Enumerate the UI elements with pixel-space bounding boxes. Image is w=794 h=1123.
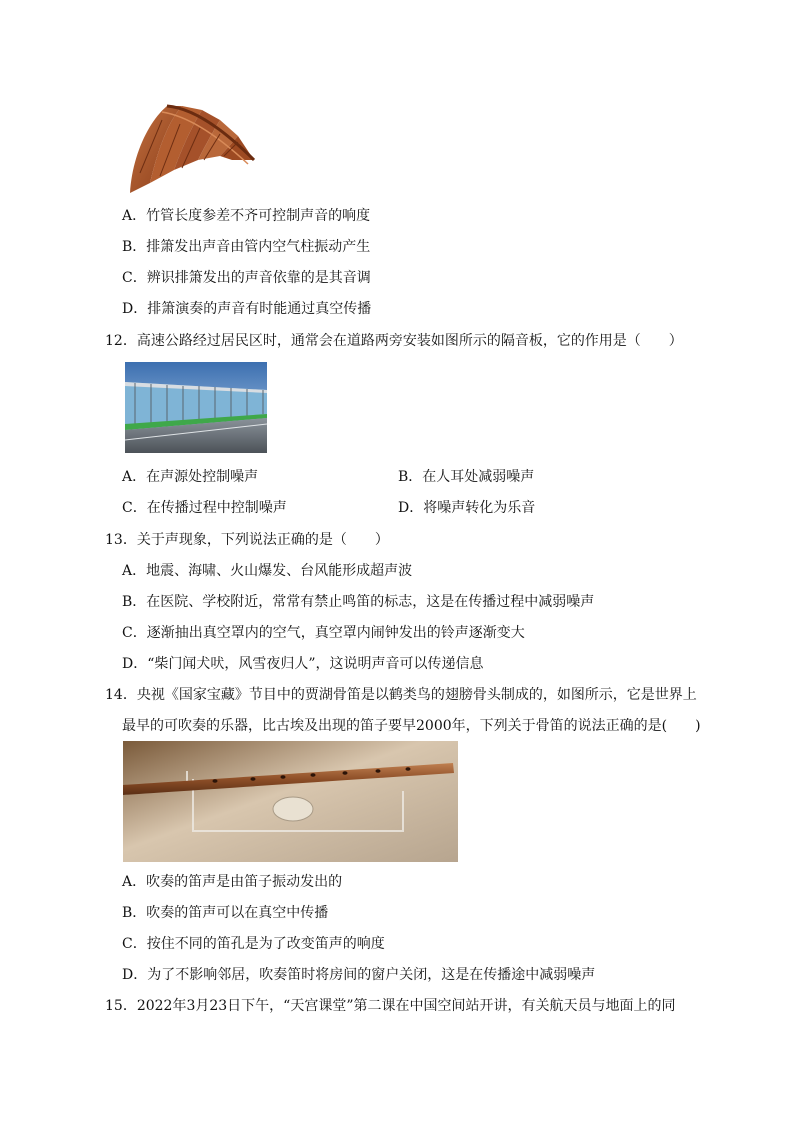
q13-option-c: C．逐渐抽出真空罩内的空气，真空罩内闹钟发出的铃声逐渐变大: [122, 625, 525, 641]
q13-stem: 13．关于声现象，下列说法正确的是（ ）: [105, 532, 389, 548]
q14-stem-line2: 最早的可吹奏的乐器，比古埃及出现的笛子要早2000年，下列关于骨笛的说法正确的是( ): [122, 718, 701, 734]
q14-option-b: B．吹奏的笛声可以在真空中传播: [122, 905, 329, 921]
q12-stem: 12．高速公路经过居民区时，通常会在道路两旁安装如图所示的隔音板，它的作用是（ ）: [105, 333, 683, 349]
q11-option-a: A．竹管长度参差不齐可控制声音的响度: [122, 208, 371, 224]
q12-option-b: B．在人耳处减弱噪声: [398, 469, 535, 485]
q14-option-d: D．为了不影响邻居，吹奏笛时将房间的窗户关闭，这是在传播途中减弱噪声: [122, 967, 596, 983]
bone-flute-image: [123, 741, 458, 862]
q14-option-c: C．按住不同的笛孔是为了改变笛声的响度: [122, 936, 385, 952]
q13-option-a: A．地震、海啸、火山爆发、台风能形成超声波: [122, 563, 413, 579]
panpipe-tubes: [130, 106, 254, 193]
panpipe-image: [122, 98, 258, 196]
q15-stem-line1: 15．2022年3月23日下午，“天宫课堂”第二课在中国空间站开讲，有关航天员与地面上的同: [105, 998, 676, 1014]
q12-option-c: C．在传播过程中控制噪声: [122, 500, 287, 516]
q11-option-b: B．排箫发出声音由管内空气柱振动产生: [122, 239, 371, 255]
q11-option-c: C．辨识排箫发出的声音依靠的是其音调: [122, 270, 371, 286]
sound-barrier-image: [125, 362, 267, 453]
q13-option-b: B．在医院、学校附近，常常有禁止鸣笛的标志，这是在传播过程中减弱噪声: [122, 594, 595, 610]
q14-stem-line1: 14．央视《国家宝藏》节目中的贾湖骨笛是以鹤类鸟的翅膀骨头制成的，如图所示，它是世界上: [105, 687, 697, 703]
q12-option-a: A．在声源处控制噪声: [122, 469, 259, 485]
q11-option-d: D．排箫演奏的声音有时能通过真空传播: [122, 301, 372, 317]
q14-option-a: A．吹奏的笛声是由笛子振动发出的: [122, 874, 343, 890]
q13-option-d: D．“柴门闻犬吠，风雪夜归人”，这说明声音可以传递信息: [122, 656, 484, 672]
q12-option-d: D．将噪声转化为乐音: [398, 500, 536, 516]
